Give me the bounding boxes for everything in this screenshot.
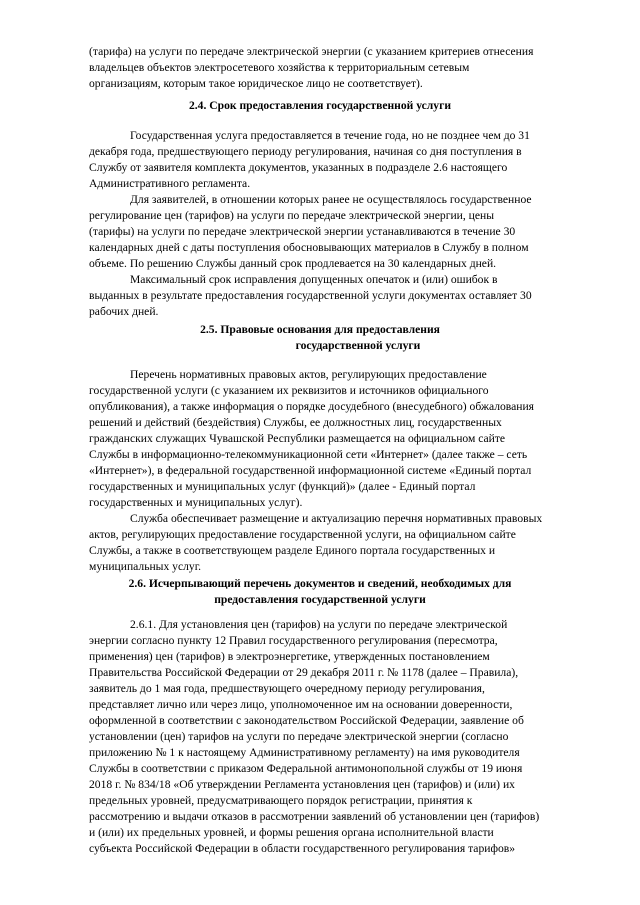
paragraph-line: государственных и муниципальных услуг (функций)» (далее - Единый портал <box>89 480 476 493</box>
paragraph-line: энергии согласно пункту 12 Правил государственного регулирования (пересмотра, <box>89 634 498 647</box>
paragraph-line: гражданских служащих Чувашской Республики размещается на официальном сайте <box>89 432 506 445</box>
paragraph-line: Государственная услуга предоставляется в течение года, но не позднее чем до 31 <box>130 129 530 142</box>
paragraph-line: выданных в результате предоставления государственной услуги документах оставляет 30 <box>89 289 532 302</box>
paragraph-line: государственных и муниципальных услуг). <box>89 496 303 509</box>
paragraph-line: рабочих дней. <box>89 305 159 318</box>
paragraph-line: (тарифы) на услуги по передаче электрической энергии устанавливаются в течение 30 <box>89 225 516 238</box>
paragraph-line: опубликования), а также информация о порядке досудебного (внесудебного) обжалования <box>89 400 534 413</box>
paragraph-line: 2018 г. № 834/18 «Об утверждении Регламента установления цен (тарифов) и (или) их <box>89 778 515 791</box>
paragraph-line: актов, регулирующих предоставление государственной услуги, на официальном сайте <box>89 528 516 541</box>
paragraph-line: приложению № 1 к настоящему Административному регламенту) на имя руководителя <box>89 746 520 759</box>
paragraph-line: Максимальный срок исправления допущенных опечаток и (или) ошибок в <box>130 273 498 286</box>
paragraph-line: Для заявителей, в отношении которых ранее не осуществлялось государственное <box>130 193 532 206</box>
paragraph-line: государственной услуги (с указанием их реквизитов и источников официального <box>89 384 489 397</box>
section-2-5-heading-line2: государственной услуги <box>295 339 421 352</box>
paragraph-line: Службу от заявителя комплекта документов, указанных в подразделе 2.6 настоящего <box>89 161 508 174</box>
section-2-5-heading-line1: 2.5. Правовые основания для предоставления <box>200 323 440 336</box>
paragraph-line: регулирование цен (тарифов) на услуги по передаче электрической энергии, цены <box>89 209 494 222</box>
paragraph-line: 2.6.1. Для установления цен (тарифов) на услуги по передаче электрической <box>130 618 508 631</box>
paragraph-line: и (или) их предельных уровней, и формы решения органа исполнительной власти <box>89 826 494 839</box>
paragraph-line: применения) цен (тарифов) в электроэнергетике, утвержденных постановлением <box>89 650 490 663</box>
paragraph-line: рассмотрению и выдачи отказов в рассмотрении заявлений об установлении цен (тарифов) <box>89 810 540 823</box>
paragraph-line: заявитель до 1 мая года, предшествующего очередному периоду регулирования, <box>89 682 485 695</box>
paragraph-line: календарных дней с даты поступления обосновывающих материалов в Службу в полном <box>89 241 529 254</box>
paragraph-line: Перечень нормативных правовых актов, регулирующих предоставление <box>130 368 487 381</box>
paragraph-line: декабря года, предшествующего периоду регулирования, начиная со дня поступления в <box>89 145 522 158</box>
paragraph-line: предельных уровней, предусматривающего порядок регистрации, принятия к <box>89 794 473 807</box>
paragraph-line: представляет лично или через лицо, уполномоченное им на основании доверенности, <box>89 698 513 711</box>
paragraph-line: Служба обеспечивает размещение и актуализацию перечня нормативных правовых <box>130 512 543 525</box>
paragraph-line: Службы в соответствии с приказом Федеральной антимонопольной службы от 19 июня <box>89 762 523 775</box>
section-2-4-heading: 2.4. Срок предоставления государственной услуги <box>188 99 452 112</box>
section-2-6-heading-line1: 2.6. Исчерпывающий перечень документов и сведений, необходимых для <box>128 577 512 590</box>
paragraph-line: объеме. По решению Службы данный срок продлевается на 30 календарных дней. <box>89 257 497 270</box>
paragraph-line: оформленной в соответствии с законодательством Российской Федерации, заявление об <box>89 714 524 727</box>
section-2-6-heading-line2: предоставления государственной услуги <box>214 593 426 606</box>
fragment-line: владельцев объектов электросетевого хозяйства к территориальным сетевым <box>89 61 470 74</box>
paragraph-line: установлении (цен) тарифов на услуги по передаче электрической энергии (согласно <box>89 730 509 743</box>
paragraph-line: Службы, а также в соответствующем разделе Единого портала государственных и <box>89 544 496 557</box>
paragraph-line: муниципальных услуг. <box>89 560 202 573</box>
paragraph-line: Службы в информационно-телекоммуникационной сети «Интернет» (далее также – сеть <box>89 448 528 461</box>
paragraph-line: Правительства Российской Федерации от 29 декабря 2011 г. № 1178 (далее – Правила), <box>89 666 519 679</box>
paragraph-line: субъекта Российской Федерации в области государственного регулирования тарифов» <box>89 842 516 855</box>
paragraph-line: решений и действий (бездействия) Службы, ее должностных лиц, государственных <box>89 416 502 429</box>
fragment-line: (тарифа) на услуги по передаче электрической энергии (с указанием критериев отнесения <box>89 45 534 58</box>
fragment-line: организациям, которым такое юридическое лицо не соответствует). <box>89 77 423 90</box>
paragraph-line: Административного регламента. <box>89 177 251 190</box>
paragraph-line: «Интернет»), в федеральной государственной информационной системе «Единый портал <box>89 464 532 477</box>
